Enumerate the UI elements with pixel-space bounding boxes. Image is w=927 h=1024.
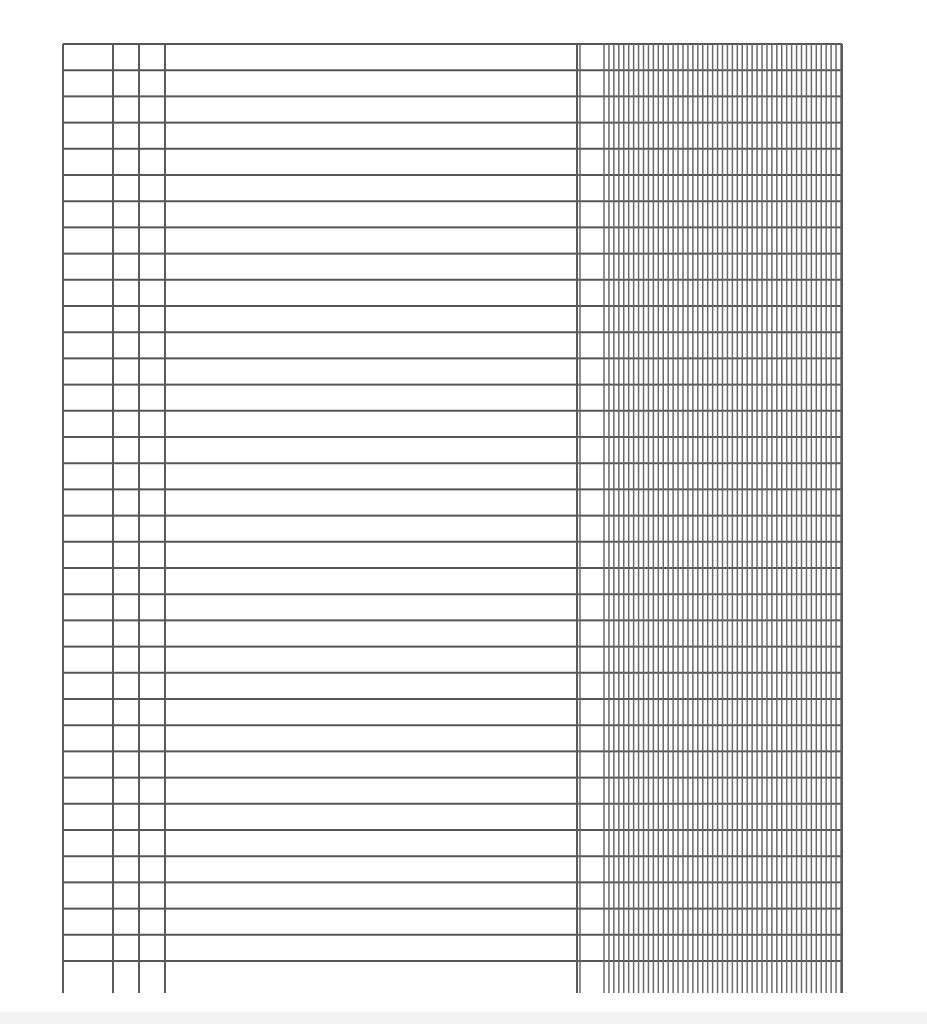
bottom-band <box>0 1012 927 1024</box>
